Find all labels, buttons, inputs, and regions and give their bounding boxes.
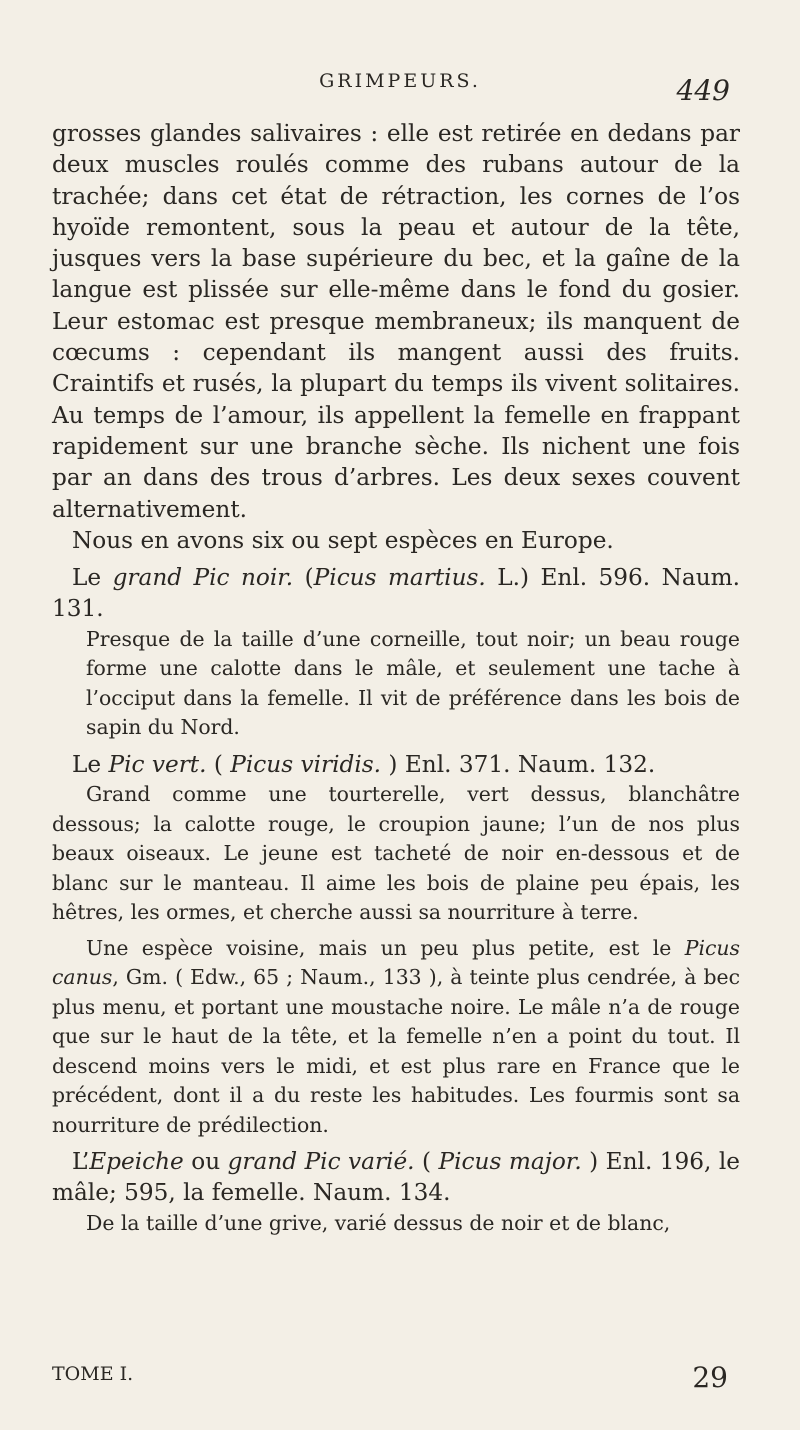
paragraph-species-count: Nous en avons six ou sept espèces en Europe. — [72, 526, 614, 554]
entry-description-grand-pic-noir: Presque de la taille d’une corneille, tout noir; un beau rouge forme une calotte dans le mâle, et seulement une tache à l’occiput dans la femelle. Il vit de préférence dans les bois de sapin du Nord. — [86, 626, 740, 740]
reference: ) Enl. 196, le mâle; 595, la femelle. Naum. 134. — [52, 1148, 740, 1207]
entry-heading-grand-pic-noir: Le grand Pic noir. (Picus martius. L.) Enl. 596. Naum. 131. — [52, 564, 741, 623]
latin-name: Picus canus — [52, 935, 740, 990]
latin-name: Picus major. — [438, 1148, 582, 1176]
entry-heading-epeiche: L’Epeiche ou grand Pic varié. ( Picus major. ) Enl. 196, le mâle; 595, la femelle. Naum. 134. — [52, 1148, 740, 1207]
signature-mark: 29 — [692, 1361, 728, 1394]
common-name: Pic vert. — [108, 750, 207, 778]
entry-description-epeiche: De la taille d’une grive, varié dessus de noir et de blanc, — [86, 1210, 671, 1235]
body-text — [52, 118, 740, 1238]
common-name: Epeiche — [89, 1148, 184, 1176]
reference: L.) Enl. 596. Naum. 131. — [52, 564, 741, 623]
reference: ) Enl. 371. Naum. 132. — [381, 750, 656, 778]
entry-heading-pic-vert: Le Pic vert. ( Picus viridis. ) Enl. 371. Naum. 132. — [72, 750, 656, 778]
paragraph-anatomy: grosses glandes salivaires : elle est retirée en dedans par deux muscles roulés comme des rubans autour de la trachée; dans cet état de rétraction, les cornes de l’os hyoïde remontent, sous la peau et autour de la tête, jusques vers la base supérieure du bec, et la gaîne de la langue est plissée sur elle-même dans le fond du gosier. Leur estomac est presque membraneux; ils manquent de cœcums : cependant ils mangent aussi des fruits. Craintifs et rusés, la plupart du temps ils vivent solitaires. Au temps de l’amour, ils appellent la femelle en frappant rapidement sur une branche sèche. Ils nichent une fois par an dans des trous d’arbres. Les deux sexes couvent alternativement. — [52, 120, 740, 523]
page-number: 449 — [676, 74, 730, 107]
running-head: GRIMPEURS. — [319, 70, 481, 92]
volume-label: TOME I. — [52, 1363, 134, 1385]
latin-name: Picus martius. — [313, 564, 486, 592]
common-name-alt: grand Pic varié. — [227, 1148, 415, 1176]
entry-description-pic-vert: Grand comme une tourterelle, vert dessus, blanchâtre dessous; la calotte rouge, le croupion jaune; l’un de nos plus beaux oiseaux. Le jeune est tacheté de noir en-dessous et de blanc sur le manteau. Il aime les bois de plaine peu épais, les hêtres, les ormes, et cherche aussi sa nourriture à terre. — [52, 782, 740, 925]
latin-name: Picus viridis. — [230, 750, 382, 778]
paragraph-picus-canus: Une espèce voisine, mais un peu plus petite, est le Picus canus, Gm. ( Edw., 65 ; Naum., 133 ), à teinte plus cendrée, à bec plus menu, et portant une moustache noire. Le mâle n’a de rouge que sur le haut de la tête, et la femelle n’en a point du tout. Il descend moins vers le midi, et est plus rare en France que le précédent, dont il a du reste les habitudes. Les fourmis sont sa nourriture de prédilection. — [52, 935, 740, 1137]
page-footer — [52, 1363, 740, 1396]
common-name: grand Pic noir. — [112, 564, 294, 592]
